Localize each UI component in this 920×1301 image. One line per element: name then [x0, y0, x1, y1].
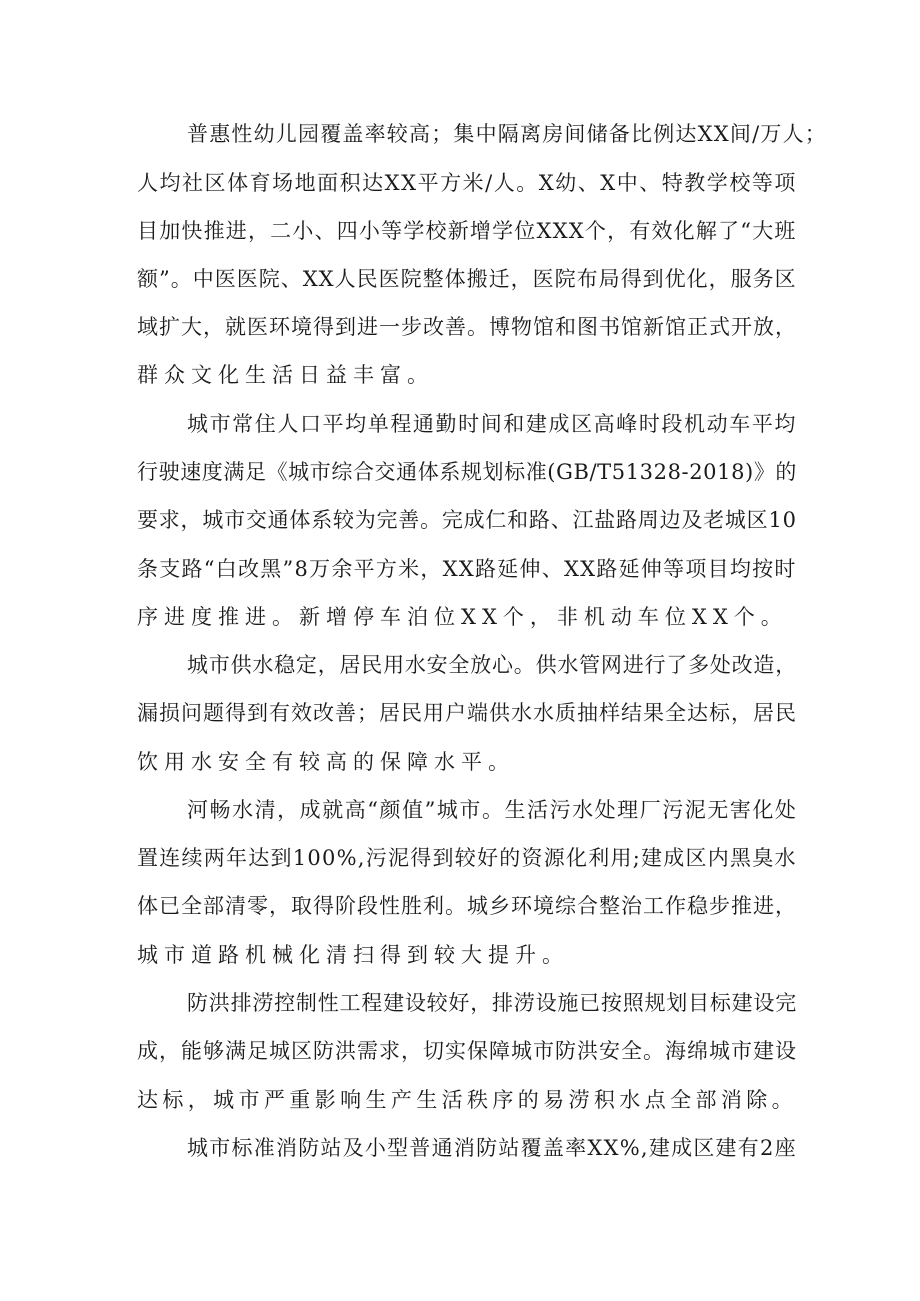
- text-line: 城市标准消防站及小型普通消防站覆盖率XX%,建成区建有2座: [187, 1136, 797, 1160]
- text-line: 城市常住人口平均单程通勤时间和建成区高峰时段机动车平均: [187, 412, 797, 436]
- text-line: 普惠性幼儿园覆盖率较高；集中隔离房间储备比例达XX间/万人；: [187, 122, 827, 146]
- text-line: 饮用水安全有较高的保障水平。: [137, 750, 515, 774]
- text-line: 达标，城市严重影响生产生活秩序的易涝积水点全部消除。: [137, 1088, 797, 1112]
- text-line: 置连续两年达到100%,污泥得到较好的资源化利用;建成区内黑臭水: [137, 846, 797, 870]
- text-line: 河畅水清，成就高“颜值”城市。生活污水处理厂污泥无害化处: [187, 798, 798, 822]
- text-line: 城市供水稳定，居民用水安全放心。供水管网进行了多处改造，: [187, 653, 797, 677]
- text-line: 条支路“白改黑”8万余平方米，XX路延伸、XX路延伸等项目均按时: [137, 557, 797, 581]
- text-line: 漏损问题得到有效改善；居民用户端供水水质抽样结果全达标，居民: [137, 701, 797, 725]
- text-line: 群众文化生活日益丰富。: [137, 363, 434, 387]
- text-line: 额”。中医医院、XX人民医院整体搬迁，医院布局得到优化，服务区: [137, 267, 797, 291]
- text-line: 要求，城市交通体系较为完善。完成仁和路、江盐路周边及老城区10: [137, 508, 797, 532]
- text-line: 域扩大，就医环境得到进一步改善。博物馆和图书馆新馆正式开放，: [137, 315, 797, 339]
- text-line: 防洪排涝控制性工程建设较好，排涝设施已按照规划目标建设完: [187, 991, 797, 1015]
- text-line: 行驶速度满足《城市综合交通体系规划标准(GB/T51328-2018)》的: [137, 460, 798, 484]
- text-line: 人均社区体育场地面积达XX平方米/人。X幼、X中、特教学校等项: [137, 171, 797, 195]
- text-line: 城市道路机械化清扫得到较大提升。: [137, 943, 569, 967]
- text-line: 序进度推进。新增停车泊位XX个，非机动车位XX个。: [137, 605, 788, 629]
- text-line: 体已全部清零，取得阶段性胜利。城乡环境综合整治工作稳步推进，: [137, 894, 797, 918]
- text-line: 成，能够满足城区防洪需求，切实保障城市防洪安全。海绵城市建设: [137, 1039, 797, 1063]
- text-line: 目加快推进，二小、四小等学校新增学位XXX个，有效化解了“大班: [137, 219, 797, 243]
